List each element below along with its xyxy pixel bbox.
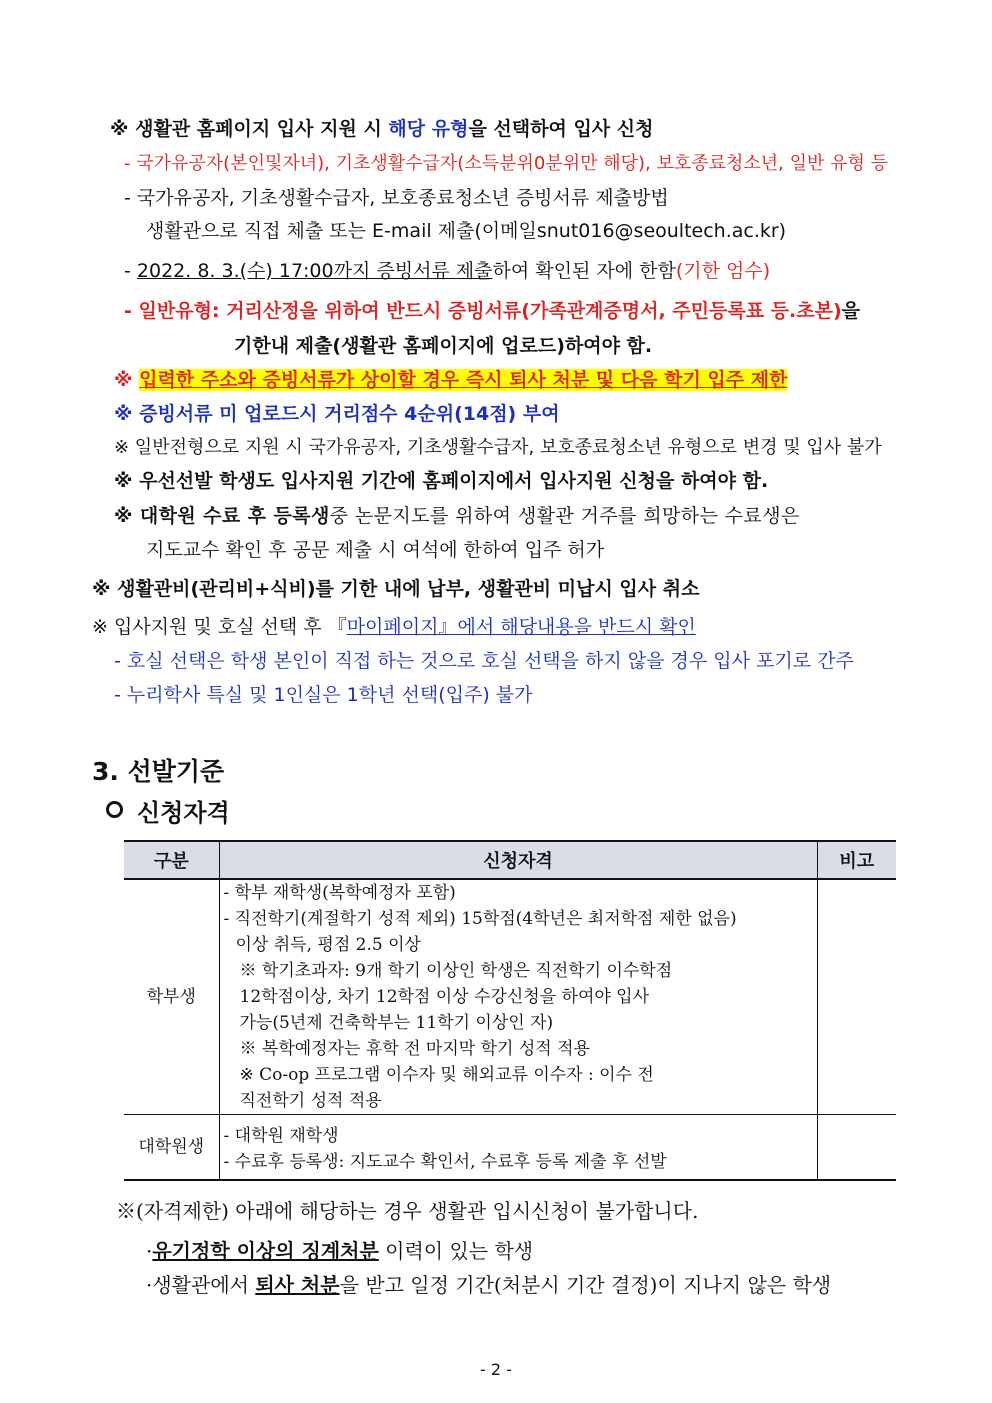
note-text: - bbox=[124, 260, 137, 282]
note-highlight: 해당 유형 bbox=[388, 118, 469, 140]
subsection-title bbox=[106, 793, 230, 828]
note-room-select: - 호실 선택은 학생 본인이 직접 하는 것으로 호실 선택을 하지 않을 경우 입사 포기로 간주 bbox=[114, 650, 854, 672]
table-header-row bbox=[124, 841, 896, 879]
note-text: ※ 대학원 수료 후 등록생 bbox=[114, 505, 330, 527]
qualification-table bbox=[124, 840, 896, 1181]
note-upload-deadline: 기한내 제출(생활관 홈페이지에 업로드)하여야 함. bbox=[234, 335, 653, 357]
note-deadline bbox=[124, 258, 770, 284]
header-category: 구분 bbox=[124, 841, 219, 879]
row-remark bbox=[817, 879, 896, 1115]
qualification-line: ※ 복학예정자는 휴학 전 마지막 학기 성적 적용 bbox=[239, 1039, 590, 1059]
qualification-line: 12학점이상, 차기 12학점 이상 수강신청을 하여야 입사 bbox=[239, 987, 650, 1007]
note-fee: ※ 생활관비(관리비+식비)를 기한 내에 납부, 생활관비 미납시 입사 취소 bbox=[92, 578, 700, 600]
qualification-line: ※ 학기초과자: 9개 학기 이상인 학생은 직전학기 이수학점 bbox=[239, 961, 673, 981]
note-advisor: 지도교수 확인 후 공문 제출 시 여석에 한하여 입주 허가 bbox=[146, 539, 605, 561]
qualification-line: ※ Co-op 프로그램 이수자 및 해외교류 이수자 : 이수 전 bbox=[239, 1065, 654, 1085]
page-number: - 2 - bbox=[480, 1360, 512, 1379]
bullet: · bbox=[146, 1239, 153, 1263]
restriction-emphasis: 유기정학 이상의 징계처분 bbox=[152, 1239, 379, 1263]
restriction-intro: ※(자격제한) 아래에 해당하는 경우 생활관 입시신청이 불가합니다. bbox=[116, 1199, 699, 1223]
subsection-label: 신청자격 bbox=[137, 798, 230, 827]
note-select-type bbox=[110, 116, 653, 142]
row-qualifications bbox=[219, 879, 817, 1115]
restriction-emphasis: 퇴사 처분 bbox=[255, 1273, 340, 1297]
note-text: 을 위하여 반드시 증빙서류 bbox=[299, 300, 522, 322]
note-docs-method: - 국가유공자, 기초생활수급자, 보호종료청소년 증빙서류 제출방법 bbox=[124, 187, 669, 209]
row-qualifications bbox=[219, 1115, 817, 1181]
table-row bbox=[124, 879, 896, 1115]
note-text: ※ 입사지원 및 호실 선택 후 『 bbox=[92, 616, 347, 638]
qualification-line: 이상 취득, 평점 2.5 이상 bbox=[235, 935, 421, 955]
note-mypage bbox=[92, 614, 696, 640]
header-qualification: 신청자격 bbox=[219, 841, 817, 879]
note-text: 을 선택하여 입사 신청 bbox=[468, 118, 654, 140]
note-text: 중 논문지도를 위하여 생활관 거주를 희망하는 수료생은 bbox=[329, 505, 800, 527]
note-mark: ※ bbox=[114, 369, 140, 391]
note-text: - 일반유형: 거리산정 bbox=[124, 300, 300, 322]
note-text: ※ 생활관 홈페이지 입사 지원 시 bbox=[110, 118, 389, 140]
qualification-line: - 대학원 재학생 bbox=[223, 1126, 339, 1146]
note-type-change: ※ 일반전형으로 지원 시 국가유공자, 기초생활수급자, 보호종료청소년 유형으로 변경 및 입사 불가 bbox=[114, 437, 882, 458]
section-title: 3. 선발기준 bbox=[92, 757, 225, 786]
note-submit-email: 생활관으로 직접 체출 또는 E-mail 제출(이메일snut016@seoultech.ac.kr) bbox=[146, 220, 787, 242]
note-deadline-date: 2022. 8. 3.(수) 17:00까지 증빙서류 제출 bbox=[136, 260, 493, 282]
note-text: 하여 확인된 자에 한함 bbox=[492, 260, 676, 282]
note-graduate bbox=[114, 503, 800, 529]
header-remark: 비고 bbox=[817, 841, 896, 879]
note-warning-text: 입력한 주소와 증빙서류가 상이할 경우 즉시 퇴사 처분 및 다음 학기 입주 제한 bbox=[139, 369, 788, 391]
qualification-line: - 직전학기(계절학기 성적 제외) 15학점(4학년은 최저학점 제한 없음) bbox=[223, 909, 737, 929]
note-priority: ※ 우선선발 학생도 입사지원 기간에 홈페이지에서 입사지원 신청을 하여야 함. bbox=[114, 470, 769, 492]
note-no-upload: ※ 증빙서류 미 업로드시 거리점수 4순위(14점) 부여 bbox=[114, 403, 560, 425]
restriction-text: 이력이 있는 학생 bbox=[378, 1239, 534, 1263]
note-docs: (가족관계증명서, 주민등록표 등.초본) bbox=[521, 300, 842, 322]
note-nuri-room: - 누리학사 특실 및 1인실은 1학년 선택(입주) 불가 bbox=[114, 684, 533, 706]
table-row bbox=[124, 1115, 896, 1181]
note-warning-mismatch bbox=[114, 367, 787, 393]
note-strict: (기한 엄수) bbox=[675, 260, 771, 282]
restriction-item-discipline bbox=[146, 1238, 533, 1264]
row-remark bbox=[817, 1115, 896, 1181]
restriction-item-eviction bbox=[146, 1272, 831, 1298]
qualification-line: 직전학기 성적 적용 bbox=[239, 1091, 382, 1111]
restriction-text: 을 받고 일정 기간(처분시 기간 결정)이 지나지 않은 학생 bbox=[339, 1273, 832, 1297]
qualification-line: - 학부 재학생(복학예정자 포함) bbox=[223, 883, 456, 903]
qualification-line: 가능(5년제 건축학부는 11학기 이상인 자) bbox=[239, 1013, 554, 1033]
qualification-line: - 수료후 등록생: 지도교수 확인서, 수료후 등록 제출 후 선발 bbox=[223, 1152, 667, 1172]
note-text: 을 bbox=[841, 300, 860, 322]
note-types-list: - 국가유공자(본인및자녀), 기초생활수급자(소득분위0분위만 해당), 보호종료청소년, 일반 유형 등 bbox=[124, 153, 888, 174]
row-category: 학부생 bbox=[124, 879, 219, 1115]
restriction-text: ·생활관에서 bbox=[146, 1273, 256, 1297]
circle-bullet-icon bbox=[106, 801, 123, 818]
row-category: 대학원생 bbox=[124, 1115, 219, 1181]
note-general-type bbox=[124, 298, 860, 324]
note-mypage-link-text: 마이페이지』에서 해당내용을 반드시 확인 bbox=[346, 616, 696, 638]
